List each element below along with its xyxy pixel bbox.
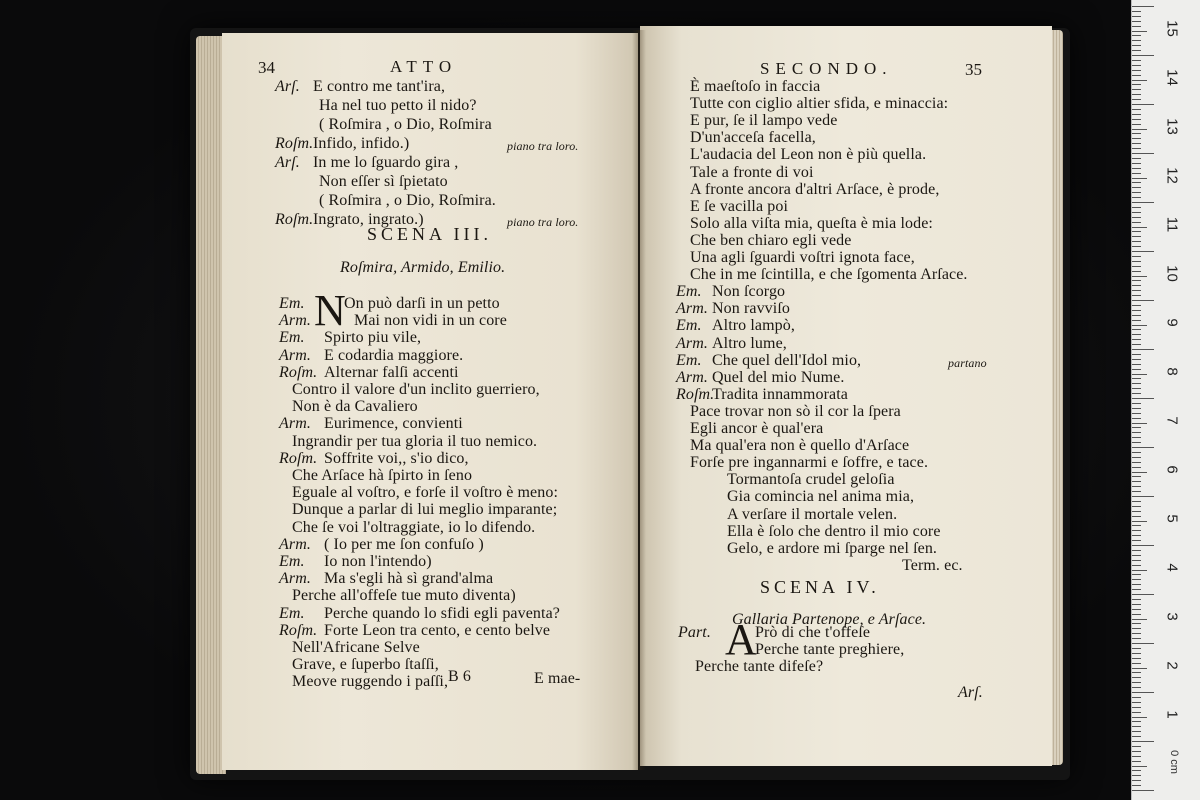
ruler-tick <box>1132 491 1141 492</box>
ruler-tick <box>1132 192 1141 193</box>
ruler-number: 15 <box>1163 20 1181 37</box>
ruler-tick <box>1132 408 1141 409</box>
verse-line: Tradita innammorata <box>712 385 848 403</box>
speaker-label: Em. <box>676 283 702 301</box>
verse-line: Ma qual'era non è quello d'Arſace <box>690 437 910 455</box>
ruler-tick <box>1132 246 1141 247</box>
speaker-label: Em. <box>279 295 305 312</box>
ruler-tick <box>1132 65 1141 66</box>
ruler-tick <box>1132 104 1154 105</box>
speaker-label: Arm. <box>279 570 311 588</box>
ruler-tick <box>1132 285 1141 286</box>
ruler-tick <box>1132 525 1141 526</box>
ruler-tick <box>1132 589 1141 590</box>
ruler-tick <box>1132 427 1141 428</box>
verse-line: D'un'acceſa facella, <box>690 129 816 147</box>
ruler-tick <box>1132 736 1141 737</box>
ruler-tick <box>1132 472 1147 473</box>
ruler-tick <box>1132 560 1141 561</box>
ruler-tick <box>1132 31 1147 32</box>
speaker-label: Arm. <box>676 300 708 318</box>
ruler-tick <box>1132 614 1141 615</box>
ruler-tick <box>1132 129 1147 130</box>
ruler-tick <box>1132 256 1141 257</box>
ruler-tick <box>1132 648 1141 649</box>
signature-mark: B 6 <box>448 668 471 685</box>
ruler-tick <box>1132 672 1141 673</box>
ruler-tick <box>1132 511 1141 512</box>
verse-line: Forte Leon tra cento, e cento belve <box>324 621 551 639</box>
verse-line: Prò di che t'offeſe <box>755 624 871 641</box>
ruler-tick <box>1132 295 1141 296</box>
ruler-tick <box>1132 207 1141 208</box>
drop-cap: N <box>314 286 346 335</box>
ruler-tick <box>1132 109 1141 110</box>
ruler-tick <box>1132 383 1141 384</box>
ruler-tick <box>1132 501 1141 502</box>
ruler-tick <box>1132 35 1141 36</box>
speaker-label: Em. <box>676 317 702 335</box>
verse-line: Che quel dell'Idol mio, <box>712 351 862 369</box>
measurement-ruler <box>1131 0 1200 800</box>
ruler-tick <box>1132 677 1141 678</box>
ruler-tick <box>1132 403 1141 404</box>
ruler-tick <box>1132 231 1141 232</box>
ruler-tick <box>1132 364 1141 365</box>
ruler-tick <box>1132 516 1141 517</box>
ruler-tick <box>1132 717 1147 718</box>
ruler-tick <box>1132 521 1147 522</box>
ruler-tick <box>1132 202 1154 203</box>
verse-line: Contro il valore d'un inclito guerriero, <box>292 381 540 398</box>
ruler-tick <box>1132 369 1141 370</box>
verse-line: Term. ec. <box>902 556 963 574</box>
ruler-tick <box>1132 530 1141 531</box>
ruler-number: 10 <box>1163 265 1181 282</box>
ruler-tick <box>1132 300 1154 301</box>
scene-location: Gallaria Partenope, e Arſace. <box>732 611 927 628</box>
ruler-number: 12 <box>1163 167 1181 184</box>
ruler-tick <box>1132 756 1141 757</box>
ruler-tick <box>1132 668 1147 669</box>
ruler-tick <box>1132 643 1154 644</box>
ruler-tick <box>1132 276 1147 277</box>
stage-direction: partano <box>948 355 987 370</box>
ruler-number: 8 <box>1163 367 1181 376</box>
ruler-number: 9 <box>1163 318 1181 327</box>
catchword: E mae- <box>534 670 581 687</box>
ruler-tick <box>1132 790 1154 791</box>
verse-line: Pace trovar non sò il cor la ſpera <box>690 402 901 420</box>
ruler-tick <box>1132 222 1141 223</box>
ruler-number: 6 <box>1163 465 1181 474</box>
ruler-tick <box>1132 579 1141 580</box>
ruler-tick <box>1132 682 1141 683</box>
ruler-tick <box>1132 653 1141 654</box>
ruler-tick <box>1132 55 1154 56</box>
verse-line: L'audacia del Leon non è più quella. <box>690 146 927 164</box>
ruler-tick <box>1132 266 1141 267</box>
ruler-tick <box>1132 658 1141 659</box>
right-page <box>640 26 1052 766</box>
ruler-tick <box>1132 393 1141 394</box>
ruler-tick <box>1132 452 1141 453</box>
ruler-tick <box>1132 751 1141 752</box>
verse-line: Forſe pre ingannarmi e ſoffre, e tace. <box>690 454 929 472</box>
verse-line: Ma s'egli hà sì grand'alma <box>324 570 494 588</box>
verse-line: A fronte ancora d'altri Arſace, è prode, <box>690 180 940 198</box>
verse-line: Che ſe voi l'oltraggiate, io lo difendo. <box>292 518 536 536</box>
verse-line: Altro lume, <box>712 334 787 352</box>
speaker-label: Em. <box>279 329 305 347</box>
verse-line: Tutte con ciglio altier sfida, e minaccia: <box>690 95 949 113</box>
speaker-label: Arſ. <box>275 154 300 171</box>
ruler-tick <box>1132 261 1141 262</box>
ruler-number: 14 <box>1163 69 1181 86</box>
ruler-tick <box>1132 746 1141 747</box>
scene-title: SCENA III. <box>367 224 492 244</box>
verse-line: Gia comincia nel anima mia, <box>727 488 915 506</box>
verse-line: Una agli ſguardi voſtri ignota face, <box>690 249 915 266</box>
ruler-tick <box>1132 349 1154 350</box>
speaker-label: Em. <box>279 604 305 622</box>
verse-line: ( Roſmira , o Dio, Roſmira <box>319 116 492 133</box>
verse-line: Dunque a parlar di lui meglio imparante; <box>292 501 558 519</box>
speaker-label: Part. <box>678 624 711 641</box>
ruler-tick <box>1132 378 1141 379</box>
speaker-label: Roſm. <box>275 211 314 228</box>
ruler-tick <box>1132 540 1141 541</box>
speaker-label: Roſm. <box>279 621 318 639</box>
ruler-tick <box>1132 388 1141 389</box>
verse-line: Solo alla viſta mia, queſta è mia lode: <box>690 214 933 232</box>
ruler-tick <box>1132 594 1154 595</box>
ruler-tick <box>1132 241 1141 242</box>
ruler-tick <box>1132 721 1141 722</box>
ruler-tick <box>1132 697 1141 698</box>
ruler-tick <box>1132 217 1141 218</box>
verse-line: Ingrato, ingrato.) <box>313 211 424 228</box>
speaker-label: Roſm. <box>676 385 715 403</box>
ruler-tick <box>1132 447 1154 448</box>
ruler-unit: 0 cm <box>1167 750 1180 774</box>
ruler-tick <box>1132 584 1141 585</box>
ruler-tick <box>1132 45 1141 46</box>
ruler-tick <box>1132 785 1141 786</box>
verse-line: Che ben chiaro egli vede <box>690 231 852 249</box>
ruler-tick <box>1132 315 1141 316</box>
verse-line: È maeſtoſo in faccia <box>690 78 821 95</box>
verse-line: E ſe vacilla poi <box>690 197 789 215</box>
verse-line: Che Arſace hà ſpirto in ſeno <box>292 467 473 484</box>
ruler-tick <box>1132 731 1141 732</box>
ruler-tick <box>1132 329 1141 330</box>
drop-cap: A <box>725 615 757 664</box>
verse-line: E contro me tant'ira, <box>313 78 446 95</box>
ruler-tick <box>1132 114 1141 115</box>
ruler-tick <box>1132 187 1141 188</box>
ruler-tick <box>1132 310 1141 311</box>
ruler-tick <box>1132 280 1141 281</box>
ruler-tick <box>1132 344 1141 345</box>
ruler-tick <box>1132 168 1141 169</box>
verse-line: Egli ancor è qual'era <box>690 420 824 437</box>
speaker-label: Arſ. <box>275 78 300 95</box>
verse-line: Alternar falſi accenti <box>324 363 459 381</box>
verse-line: Tale a fronte di voi <box>690 163 814 181</box>
stage-direction: piano tra loro. <box>507 139 579 153</box>
left-page <box>222 33 638 770</box>
ruler-number: 2 <box>1163 661 1181 670</box>
ruler-tick <box>1132 227 1147 228</box>
ruler-tick <box>1132 163 1141 164</box>
ruler-tick <box>1132 16 1141 17</box>
ruler-tick <box>1132 26 1141 27</box>
ruler-tick <box>1132 236 1141 237</box>
ruler-tick <box>1132 11 1141 12</box>
verse-line: Non eſſer sì ſpietato <box>319 173 448 190</box>
ruler-tick <box>1132 467 1141 468</box>
verse-line: Meove ruggendo i paſſi, <box>292 673 449 691</box>
verse-line: Non ſcorgo <box>712 283 786 301</box>
speaker-label: Arm. <box>279 535 311 553</box>
ruler-tick <box>1132 418 1141 419</box>
ruler-number: 11 <box>1163 216 1181 233</box>
ruler-tick <box>1132 457 1141 458</box>
ruler-tick <box>1132 609 1141 610</box>
ruler-tick <box>1132 565 1141 566</box>
running-header: ATTO <box>390 57 458 76</box>
verse-line: Non è da Cavaliero <box>292 398 418 416</box>
ruler-tick <box>1132 334 1141 335</box>
ruler-tick <box>1132 320 1141 321</box>
ruler-tick <box>1132 60 1141 61</box>
speaker-label: Arm. <box>676 334 708 352</box>
verse-line: Soffrite voi,, s'io dico, <box>324 449 469 467</box>
ruler-number: 4 <box>1163 563 1181 572</box>
ruler-tick <box>1132 780 1141 781</box>
verse-line: Eurimence, convienti <box>324 415 463 433</box>
ruler-tick <box>1132 354 1141 355</box>
verse-line: Che in me ſcintilla, e che ſgomenta Arſace. <box>690 266 968 284</box>
speaker-label: Roſm. <box>279 449 318 467</box>
ruler-tick <box>1132 153 1154 154</box>
ruler-tick <box>1132 75 1141 76</box>
ruler-tick <box>1132 432 1141 433</box>
speaker-label: Arm. <box>279 415 311 433</box>
ruler-tick <box>1132 726 1141 727</box>
ruler-tick <box>1132 413 1141 414</box>
ruler-tick <box>1132 40 1141 41</box>
verse-line: Perche tante difeſe? <box>695 658 824 675</box>
page-number: 34 <box>258 58 275 77</box>
stage-direction: piano tra loro. <box>507 215 579 229</box>
verse-line: In me lo ſguardo gira , <box>313 154 459 171</box>
ruler-tick <box>1132 423 1147 424</box>
ruler-tick <box>1132 197 1141 198</box>
ruler-tick <box>1132 707 1141 708</box>
ruler-tick <box>1132 766 1147 767</box>
ruler-number: 3 <box>1163 612 1181 621</box>
verse-line: ( Io per me ſon confuſo ) <box>324 535 484 553</box>
catchword: Arſ. <box>958 684 983 701</box>
ruler-tick <box>1132 702 1141 703</box>
ruler-tick <box>1132 761 1141 762</box>
ruler-tick <box>1132 437 1141 438</box>
speaker-label: Em. <box>676 351 702 369</box>
ruler-tick <box>1132 21 1141 22</box>
verse-line: E codardia maggiore. <box>324 346 464 364</box>
verse-line: Ha nel tuo petto il nido? <box>319 97 477 114</box>
ruler-tick <box>1132 481 1141 482</box>
ruler-tick <box>1132 271 1141 272</box>
verse-line: Non ravviſo <box>712 300 790 318</box>
verse-line: Spirto piu vile, <box>324 329 422 347</box>
verse-line: Infido, infido.) <box>313 135 410 152</box>
verse-line: Eguale al voſtro, e forſe il voſtro è meno: <box>292 484 558 502</box>
ruler-tick <box>1132 476 1141 477</box>
speaker-label: Em. <box>279 553 305 570</box>
ruler-tick <box>1132 305 1141 306</box>
ruler-tick <box>1132 633 1141 634</box>
ruler-tick <box>1132 398 1154 399</box>
speaker-label: Arm. <box>279 346 311 364</box>
ruler-tick <box>1132 486 1141 487</box>
ruler-tick <box>1132 570 1147 571</box>
ruler-tick <box>1132 535 1141 536</box>
ruler-tick <box>1132 574 1141 575</box>
ruler-tick <box>1132 212 1141 213</box>
ruler-tick <box>1132 325 1147 326</box>
speaker-label: Roſm. <box>275 135 314 152</box>
verse-line: Nell'Africane Selve <box>292 639 420 656</box>
verse-line: Tormantoſa crudel geloſia <box>727 471 895 489</box>
verse-line: Perche all'offeſe tue muto diventa) <box>292 587 516 605</box>
ruler-tick <box>1132 143 1141 144</box>
ruler-tick <box>1132 692 1154 693</box>
ruler-tick <box>1132 741 1154 742</box>
verse-line: A verſare il mortale velen. <box>727 505 898 523</box>
ruler-tick <box>1132 339 1141 340</box>
ruler-tick <box>1132 251 1154 252</box>
scene-characters: Roſmira, Armido, Emilio. <box>340 259 506 276</box>
verse-line: E pur, ſe il lampo vede <box>690 112 838 130</box>
book-gutter <box>632 30 646 770</box>
ruler-tick <box>1132 687 1141 688</box>
ruler-tick <box>1132 182 1141 183</box>
verse-line: Perche tante preghiere, <box>755 641 905 658</box>
ruler-tick <box>1132 173 1141 174</box>
running-header: SECONDO. <box>760 59 893 78</box>
verse-line: Altro lampò, <box>712 317 795 335</box>
verse-line: Io non l'intendo) <box>324 553 432 570</box>
ruler-tick <box>1132 119 1141 120</box>
scene-title: SCENA IV. <box>760 577 880 597</box>
ruler-number: 1 <box>1163 710 1181 719</box>
ruler-tick <box>1132 124 1141 125</box>
ruler-tick <box>1132 138 1141 139</box>
ruler-tick <box>1132 89 1141 90</box>
ruler-tick <box>1132 555 1141 556</box>
verse-line: Ella è ſolo che dentro il mio core <box>727 522 941 540</box>
ruler-tick <box>1132 638 1141 639</box>
verse-line: Ingrandir per tua gloria il tuo nemico. <box>292 432 538 450</box>
ruler-number: 5 <box>1163 514 1181 523</box>
verse-line: Gelo, e ardore mi ſparge nel ſen. <box>727 539 938 557</box>
ruler-tick <box>1132 158 1141 159</box>
verse-line: Perche quando lo sfidi egli paventa? <box>324 604 560 622</box>
ruler-tick <box>1132 70 1141 71</box>
verse-line: Mai non vidi in un core <box>354 312 507 330</box>
verse-line: ( Roſmira , o Dio, Roſmira. <box>319 192 496 209</box>
ruler-tick <box>1132 133 1141 134</box>
ruler-tick <box>1132 80 1147 81</box>
verse-line: Quel del mio Nume. <box>712 368 845 386</box>
ruler-tick <box>1132 496 1154 497</box>
ruler-tick <box>1132 6 1154 7</box>
ruler-tick <box>1132 99 1141 100</box>
ruler-tick <box>1132 178 1147 179</box>
ruler-tick <box>1132 619 1147 620</box>
ruler-tick <box>1132 663 1141 664</box>
ruler-tick <box>1132 604 1141 605</box>
ruler-tick <box>1132 359 1141 360</box>
ruler-tick <box>1132 770 1141 771</box>
ruler-tick <box>1132 550 1141 551</box>
ruler-tick <box>1132 84 1141 85</box>
speaker-label: Arm. <box>676 368 708 386</box>
speaker-label: Roſm. <box>279 363 318 381</box>
ruler-tick <box>1132 50 1141 51</box>
verse-line: On può darſi in un petto <box>344 295 500 312</box>
ruler-tick <box>1132 775 1141 776</box>
ruler-tick <box>1132 506 1141 507</box>
ruler-tick <box>1132 628 1141 629</box>
ruler-tick <box>1132 599 1141 600</box>
ruler-tick <box>1132 374 1147 375</box>
ruler-number: 7 <box>1163 416 1181 425</box>
ruler-tick <box>1132 442 1141 443</box>
ruler-tick <box>1132 148 1141 149</box>
ruler-tick <box>1132 712 1141 713</box>
page-number: 35 <box>965 60 982 79</box>
ruler-number: 13 <box>1163 118 1181 135</box>
ruler-tick <box>1132 290 1141 291</box>
speaker-label: Arm. <box>279 312 311 330</box>
verse-line: Grave, e ſuperbo ſtaſſi, <box>292 656 439 674</box>
ruler-tick <box>1132 462 1141 463</box>
ruler-tick <box>1132 545 1154 546</box>
ruler-tick <box>1132 94 1141 95</box>
ruler-tick <box>1132 623 1141 624</box>
